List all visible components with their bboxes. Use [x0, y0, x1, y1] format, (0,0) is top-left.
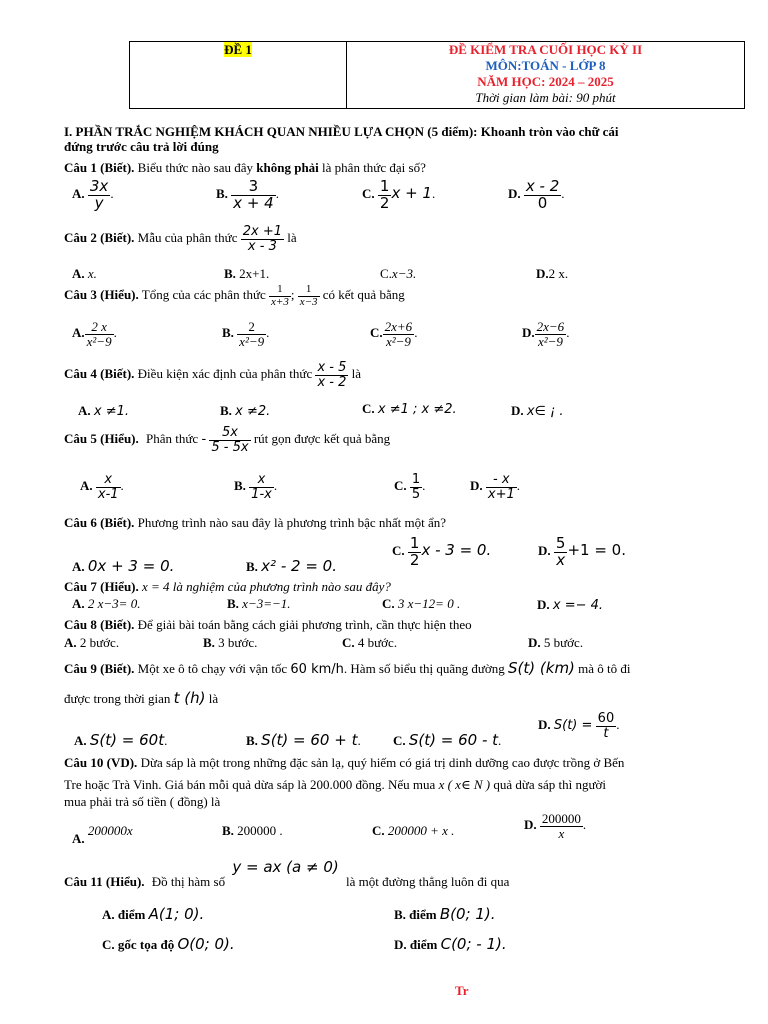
q8-option-a: A. 2 bước.: [64, 635, 120, 650]
q5-option-b: B. $\frac{x}{1-x}$ .: [234, 472, 278, 502]
exam-code-cell: [130, 42, 347, 109]
q5-option-d: D. $\frac{- x}{x+1}$ .: [470, 472, 520, 502]
q4-option-a: A. x ≠1.: [78, 403, 130, 419]
q1-option-c: C. $\frac{1}{2}$ x + 1.: [362, 177, 436, 212]
q8-option-b: B. 3 bước.: [203, 635, 258, 650]
section-title-line2: đứng trước câu trả lời đúng: [64, 139, 219, 154]
q10-option-d: D. $\frac{200000}{x}$ .: [524, 811, 587, 841]
q10-stem-line2: Tre hoặc Trà Vinh. Giá bán mỗi quả dừa sáp là 200.000 đồng. Nếu mua x ( x∈ N ) quả dừa sáp thì người: [64, 777, 606, 792]
q4-stem: Câu 4 (Biết). Điều kiện xác định của phân thức $\frac{x - 5}{x - 2}$ là: [64, 360, 362, 390]
q8-stem: Câu 8 (Biết). Để giải bài toán bằng cách giải phương trình, cần thực hiện theo: [64, 617, 472, 632]
q9-option-b: B. S(t) = 60 + t.: [246, 731, 361, 749]
q11-option-c: C. gốc tọa độ O(0; 0).: [102, 935, 235, 953]
q3-option-c: C. $\frac{2x+6}{\text{x²−9}}$ .: [370, 319, 418, 349]
q6-option-a: A. 0x + 3 = 0.: [72, 557, 175, 575]
q6-option-b: B. x² - 2 = 0.: [246, 557, 337, 575]
q3-option-a: A. $\frac{2 x}{\text{x²−9}}$ .: [72, 319, 117, 349]
q7-option-d: D. x =− 4.: [537, 597, 604, 613]
q6-option-c: C. $\frac{1}{2}$ x - 3 = 0.: [392, 534, 492, 569]
q1-option-d: D. $\frac{x - 2}{0}$ .: [508, 177, 565, 212]
q1-stem: [64, 161, 426, 175]
q2-option-a: A. x.: [72, 266, 97, 281]
header-table: [129, 41, 745, 109]
q3-option-d: D. $\frac{2x-6}{\text{x²−9}}$ .: [522, 319, 570, 349]
exam-subject: MÔN:TOÁN - LỚP 8: [485, 58, 606, 73]
footer-page-marker: Tr: [455, 983, 469, 998]
q1-option-a: A. $\frac{3x}{y}$ .: [72, 177, 114, 212]
q3-stem: Câu 3 (Hiểu). Tổng của các phân thức $\frac{1}{x+3}$ ; $\frac{1}{x-3}$ có kết quả bằng: [64, 283, 405, 308]
q2-option-d: D.2 x.: [536, 266, 569, 281]
q10-option-b: B. 200000 .: [222, 823, 283, 838]
q7-option-c: C. 3 x−12= 0 .: [382, 596, 461, 611]
q10-stem: Câu 10 (VD). Dừa sáp là một trong những đặc sản lạ, quý hiếm có giá trị dinh dưỡng cao được trồng ở Bến: [64, 755, 625, 770]
exam-code: ĐỀ 1: [224, 42, 252, 57]
exam-year: NĂM HỌC: 2024 – 2025: [477, 74, 614, 89]
q1-bold: không phải: [256, 160, 319, 175]
q9-stem: Câu 9 (Biết). Một xe ô tô chạy với vận tốc 60 km/h. Hàm số biểu thị quãng đường S(t) (km) mà ô tô đi: [64, 659, 631, 677]
q8-option-c: C. 4 bước.: [342, 635, 398, 650]
q6-option-d: D. $\frac{5}{x}$ +1 = 0.: [538, 534, 626, 569]
q5-stem: Câu 5 (Hiểu). Phân thức - $\frac{5x}{5 - 5x}$ rút gọn được kết quả bằng: [64, 425, 391, 455]
q7-option-b: B. x−3=−1.: [227, 596, 291, 611]
q6-stem: Câu 6 (Biết). Phương trình nào sau đây là phương trình bậc nhất một ẩn?: [64, 515, 447, 530]
q11-option-a: A. điểm A(1; 0).: [102, 905, 205, 923]
q4-option-b: B. x ≠2.: [220, 403, 271, 419]
q11-option-b: B. điểm B(0; 1).: [394, 905, 496, 923]
q5-option-c: C. $\frac{1}{5}$ .: [394, 472, 426, 502]
q1-text: Biểu thức nào sau đây: [137, 160, 254, 175]
q7-stem: Câu 7 (Hiểu). x = 4 là nghiệm của phương trình nào sau đây?: [64, 579, 391, 594]
q5-option-a: A. $\frac{x}{x-1}$ .: [80, 472, 124, 502]
q1-option-b: B. $\frac{3}{x + 4}$ .: [216, 177, 279, 212]
exam-title-cell: [347, 42, 745, 109]
q1-text-b: là phân thức đại số?: [322, 160, 426, 175]
q9-option-c: C. S(t) = 60 - t.: [393, 731, 502, 749]
q2-stem: Câu 2 (Biết). Mẫu của phân thức $\frac{2x +1}{x - 3}$ là: [64, 224, 297, 254]
q10-stem-line3: mua phải trả số tiền ( đồng) là: [64, 794, 221, 809]
q9-stem-line2: được trong thời gian t (h) là: [64, 689, 219, 707]
q1-label: Câu 1 (Biết).: [64, 160, 135, 175]
q7-option-a: A. 2 x−3= 0.: [72, 596, 141, 611]
section-title: I. PHẦN TRẮC NGHIỆM KHÁCH QUAN NHIỀU LỰA CHỌN (5 điểm): Khoanh tròn vào chữ cái: [64, 124, 619, 139]
q10-option-c: C. 200000 + x .: [372, 823, 455, 838]
q9-option-a: A. S(t) = 60t.: [74, 731, 168, 749]
q2-option-c: C.x−3.: [380, 266, 417, 281]
q4-option-c: C. x ≠1 ; x ≠2.: [362, 401, 457, 417]
q10-option-a: A. 200000x: [72, 823, 133, 846]
q9-option-d: D. S(t) = $\frac{60}{t}$ .: [538, 711, 620, 741]
exam-time: Thời gian làm bài: 90 phút: [475, 90, 616, 105]
q3-option-b: B. $\frac{2}{\text{x²−9}}$ .: [222, 319, 270, 349]
q11-option-d: D. điểm C(0; - 1).: [394, 935, 507, 953]
q11-stem: Câu 11 (Hiểu). Đồ thị hàm số y = ax (a ≠ 0) là một đường thẳng luôn đi qua: [64, 858, 510, 889]
q4-option-d: D. x∈ ¡ .: [511, 403, 564, 419]
exam-title: ĐỀ KIỂM TRA CUỐI HỌC KỲ II: [448, 42, 643, 57]
q2-option-b: B. 2x+1.: [224, 266, 270, 281]
q8-option-d: D. 5 bước.: [528, 635, 584, 650]
